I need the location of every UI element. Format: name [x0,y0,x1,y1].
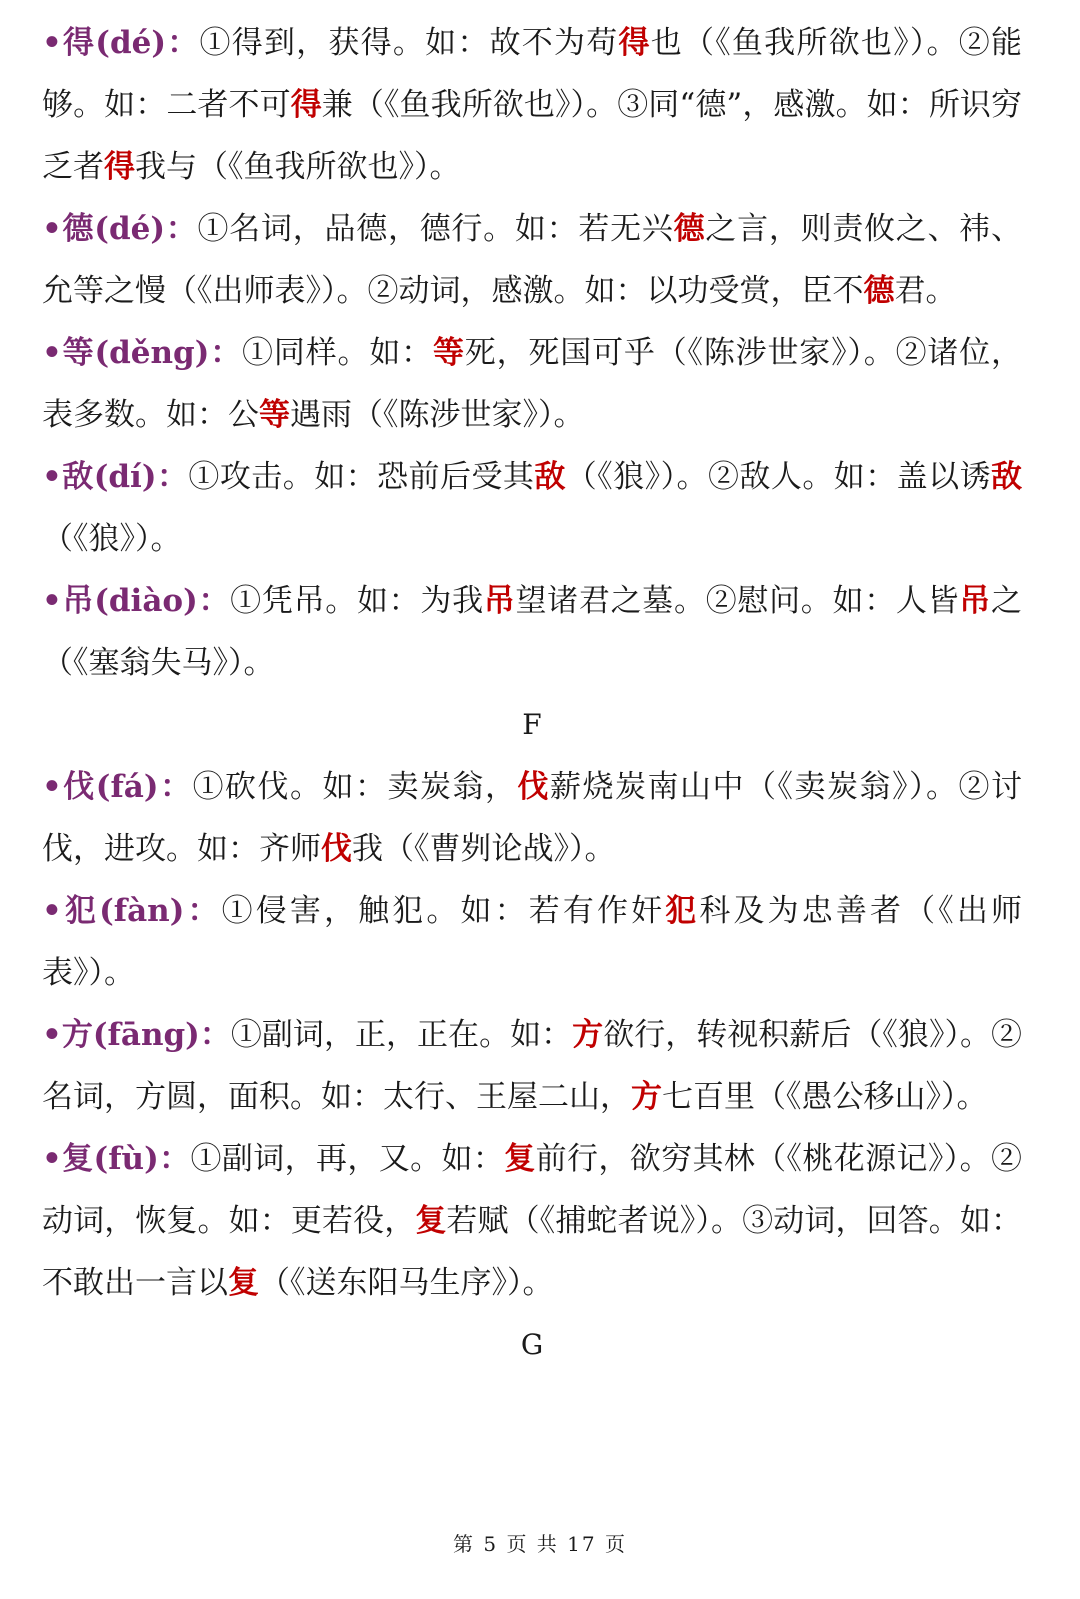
entry-text: 若赋（《捕蛇者说》）。③动词，回答。如：不敢出一言以 [42,1203,1022,1301]
entry-text: （《狼》）。 [42,521,182,557]
entry-headword: •吊(diào)： [42,583,231,619]
highlighted-character: 伐 [517,769,551,805]
document-body [42,12,1022,1376]
highlighted-character: 吊 [483,583,516,619]
entry-text: ①凭吊。如：为我 [230,583,484,619]
entry-text: ①名词，品德，德行。如：若无兴 [197,211,674,247]
highlighted-character: 伐 [321,831,352,867]
entry-text: 我（《曹刿论战》）。 [352,831,616,867]
highlighted-character: 等 [432,335,465,371]
entry-text: 七百里（《愚公移山》）。 [662,1079,988,1115]
entry-text: 望诸君之墓。②慰问。如：人皆 [515,583,960,619]
highlighted-character: 敌 [534,459,566,495]
highlighted-character: 复 [415,1203,447,1239]
glossary-entry [42,756,1022,880]
entry-text: （《送东阳马生序》）。 [259,1265,554,1301]
glossary-entry [42,446,1022,570]
entry-headword: •方(fāng)： [42,1017,231,1053]
entry-text: （《狼》）。②敌人。如：盖以诱 [565,459,992,495]
highlighted-character: 方 [572,1017,604,1053]
entry-text: ①侵害，触犯。如：若有作奸 [221,893,666,929]
section-letter-heading: F [522,708,542,741]
highlighted-character: 方 [631,1079,662,1115]
entry-text: ①砍伐。如：卖炭翁， [192,769,518,805]
entry-headword: •德(dé)： [42,211,198,247]
entry-text: ①副词，正，正在。如： [230,1017,573,1053]
highlighted-character: 吊 [959,583,991,619]
entry-text: 兼（《鱼我所欲也》）。③同“德”，感激。如：所识穷乏者 [42,87,1023,185]
entry-headword: •敌(dí)： [42,459,189,495]
entry-headword: •伐(fá)： [42,769,193,805]
highlighted-character: 敌 [991,459,1023,495]
entry-headword: •得(dé)： [42,25,200,61]
highlighted-character: 德 [673,211,706,247]
highlighted-character: 得 [618,25,651,61]
entry-text: 之言，则责攸之、祎、允等之慢（《出师表》）。②动词，感激。如：以功受赏，臣不 [42,211,1023,309]
glossary-entry [42,1004,1022,1128]
entry-text: 也（《鱼我所欲也》）。②能够。如：二者不可 [42,25,1023,123]
entry-text: 前行，欲穷其林（《桃花源记》）。②动词，恢复。如：更若役， [42,1141,1023,1239]
page-number-footer: 第 5 页 共 17 页 [453,1532,627,1556]
entry-text: 遇雨（《陈涉世家》）。 [290,397,585,433]
entry-text: ①攻击。如：恐前后受其 [188,459,535,495]
glossary-entry [42,12,1022,198]
glossary-entry [42,322,1022,446]
highlighted-character: 得 [104,149,135,185]
glossary-entry [42,1128,1022,1314]
entry-headword: •等(děng)： [42,335,243,371]
section-letter-heading: G [520,1328,544,1361]
entry-text: 我与（《鱼我所欲也》）。 [135,149,461,185]
entry-text: ①副词，再，又。如： [190,1141,505,1177]
highlighted-character: 复 [228,1265,259,1301]
entry-text: 科及为忠善者（《出师表》）。 [42,893,1023,991]
entry-text: ①得到，获得。如：故不为苟 [199,25,619,61]
entry-text: 死，死国可乎（《陈涉世家》）。②诸位，表多数。如：公 [42,335,1023,433]
entry-headword: •复(fù)： [42,1141,191,1177]
highlighted-character: 复 [504,1141,536,1177]
highlighted-character: 犯 [665,893,700,929]
entry-text: 薪烧炭南山中（《卖炭翁》）。②讨伐，进攻。如：齐师 [42,769,1023,867]
entry-text: ①同样。如： [242,335,433,371]
entry-text: 之（《塞翁失马》）。 [42,583,1022,681]
entry-headword: •犯(fàn)： [42,893,222,929]
entry-text: 欲行，转视积薪后（《狼》）。②名词，方圆，面积。如：太行、王屋二山， [42,1017,1023,1115]
glossary-entry [42,570,1022,694]
highlighted-character: 德 [863,273,895,309]
glossary-entry [42,198,1022,322]
entry-text: 君。 [894,273,957,309]
highlighted-character: 等 [259,397,290,433]
highlighted-character: 得 [290,87,322,123]
glossary-entry [42,880,1022,1004]
